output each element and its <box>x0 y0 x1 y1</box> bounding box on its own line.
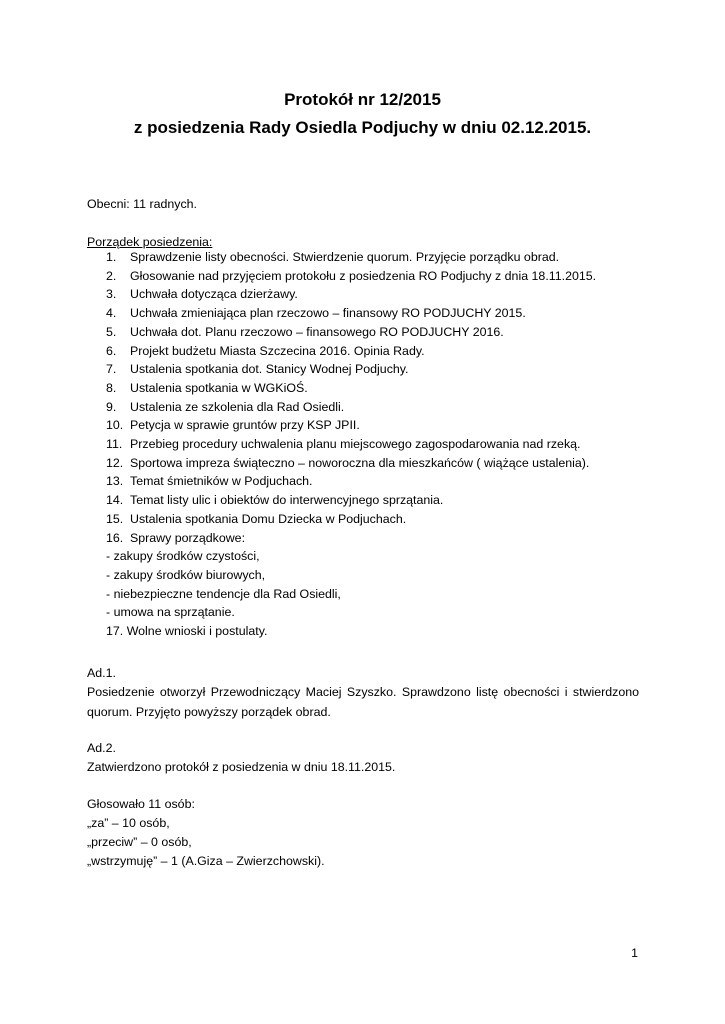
agenda-item-text: Uchwała dotycząca dzierżawy. <box>130 287 298 302</box>
agenda-heading: Porządek posiedzenia: <box>87 235 213 249</box>
agenda-item-text: Uchwała zmieniająca plan rzeczowo – finansowy RO PODJUCHY 2015. <box>130 306 526 321</box>
agenda-item-text: Głosowanie nad przyjęciem protokołu z posiedzenia RO Podjuchy z dnia 18.11.2015. <box>130 268 597 283</box>
agenda-item-number: 7. <box>106 362 117 377</box>
vote-abstain: „wstrzymuję” – 1 (A.Giza – Zwierzchowski). <box>87 854 325 868</box>
agenda-item-text: Ustalenia spotkania dot. Stanicy Wodnej Podjuchy. <box>130 362 409 377</box>
agenda-subitem-text: - zakupy środków biurowych, <box>106 567 266 582</box>
agenda-item-number: 2. <box>106 268 117 283</box>
agenda-item-text: Ustalenia ze szkolenia dla Rad Osiedli. <box>130 399 345 414</box>
agenda-item <box>106 379 646 398</box>
agenda-item-text: Sprawy porządkowe: <box>130 530 246 545</box>
agenda-subitem <box>106 603 646 622</box>
agenda-item-text: Uchwała dot. Planu rzeczowo – finansowego RO PODJUCHY 2016. <box>130 324 504 339</box>
agenda-item-number: 11. <box>106 437 123 452</box>
agenda-item <box>106 398 646 417</box>
vote-against: „przeciw” – 0 osób, <box>87 835 192 849</box>
agenda-item <box>106 491 646 510</box>
agenda-item-text: Temat listy ulic i obiektów do interwencyjnego sprzątania. <box>130 493 444 508</box>
agenda-item <box>106 285 646 304</box>
agenda-item-number: 13. <box>106 474 124 489</box>
agenda-item-text: Ustalenia spotkania w WGKiOŚ. <box>130 380 308 395</box>
agenda-item <box>106 416 646 435</box>
document-subtitle: z posiedzenia Rady Osiedla Podjuchy w dniu 02.12.2015. <box>133 118 592 137</box>
agenda-item-text: Petycja w sprawie gruntów przy KSP JPII. <box>130 418 360 433</box>
agenda-item-text: Ustalenia spotkania Domu Dziecka w Podjuchach. <box>130 511 407 526</box>
agenda-item <box>106 622 646 641</box>
agenda-item <box>106 360 646 379</box>
page-number: 1 <box>631 946 638 960</box>
agenda-item-number: 6. <box>106 343 117 358</box>
agenda-item <box>106 323 646 342</box>
agenda-item-number: 16. <box>106 530 124 545</box>
document-title: Protokół nr 12/2015 <box>284 90 441 109</box>
agenda-item <box>106 529 646 548</box>
agenda-item <box>106 435 646 454</box>
agenda-item-number: 17. <box>106 624 124 639</box>
agenda-item-text: Sportowa impreza świąteczno – noworoczna dla mieszkańców ( wiążące ustalenia). <box>130 455 590 470</box>
agenda-item-text: Sprawdzenie listy obecności. Stwierdzenie quorum. Przyjęcie porządku obrad. <box>130 250 560 264</box>
agenda-item <box>106 248 646 267</box>
agenda-subitem-text: - umowa na sprzątanie. <box>106 605 235 620</box>
agenda-item <box>106 454 646 473</box>
agenda-subitem-text: - zakupy środków czystości, <box>106 549 260 564</box>
agenda-subitem-text: - niebezpieczne tendencje dla Rad Osiedli, <box>106 586 341 601</box>
agenda-item <box>106 304 646 323</box>
attendance-text: Obecni: 11 radnych. <box>87 197 197 211</box>
ad1-heading: Ad.1. <box>87 666 116 680</box>
agenda-item <box>106 472 646 491</box>
agenda-item-text: Projekt budżetu Miasta Szczecina 2016. Opinia Rady. <box>130 343 425 358</box>
agenda-subitem <box>106 547 646 566</box>
ad2-heading: Ad.2. <box>87 741 116 755</box>
agenda-item-number: 12. <box>106 455 124 470</box>
agenda-item-number: 3. <box>106 287 117 302</box>
agenda-subitem <box>106 585 646 604</box>
agenda-item-number: 9. <box>106 399 117 414</box>
ad2-text: Zatwierdzono protokół z posiedzenia w dniu 18.11.2015. <box>87 760 396 774</box>
agenda-item-number: 4. <box>106 306 117 321</box>
agenda-item <box>106 510 646 529</box>
vote-for: „za” – 10 osób, <box>87 816 170 830</box>
agenda-item-number: 14. <box>106 493 124 508</box>
agenda-list <box>106 248 646 641</box>
agenda-item-number: 1. <box>106 250 117 264</box>
agenda-item <box>106 342 646 361</box>
agenda-item-text: Przebieg procedury uchwalenia planu miejscowego zagospodarowania nad rzeką. <box>130 437 581 452</box>
agenda-subitem <box>106 566 646 585</box>
agenda-item-number: 15. <box>106 511 124 526</box>
votes-heading: Głosowało 11 osób: <box>87 797 195 811</box>
agenda-item-text: Temat śmietników w Podjuchach. <box>130 474 313 489</box>
agenda-item <box>106 267 646 286</box>
ad1-text: Posiedzenie otworzył Przewodniczący Maciej Szyszko. Sprawdzono listę obecności i stwierdzono quorum. Przyjęto powyższy porządek obrad. <box>87 685 639 719</box>
agenda-item-number: 5. <box>106 324 117 339</box>
agenda-item-number: 10. <box>106 418 124 433</box>
agenda-item-number: 8. <box>106 380 117 395</box>
agenda-item-text: Wolne wnioski i postulaty. <box>126 624 268 639</box>
